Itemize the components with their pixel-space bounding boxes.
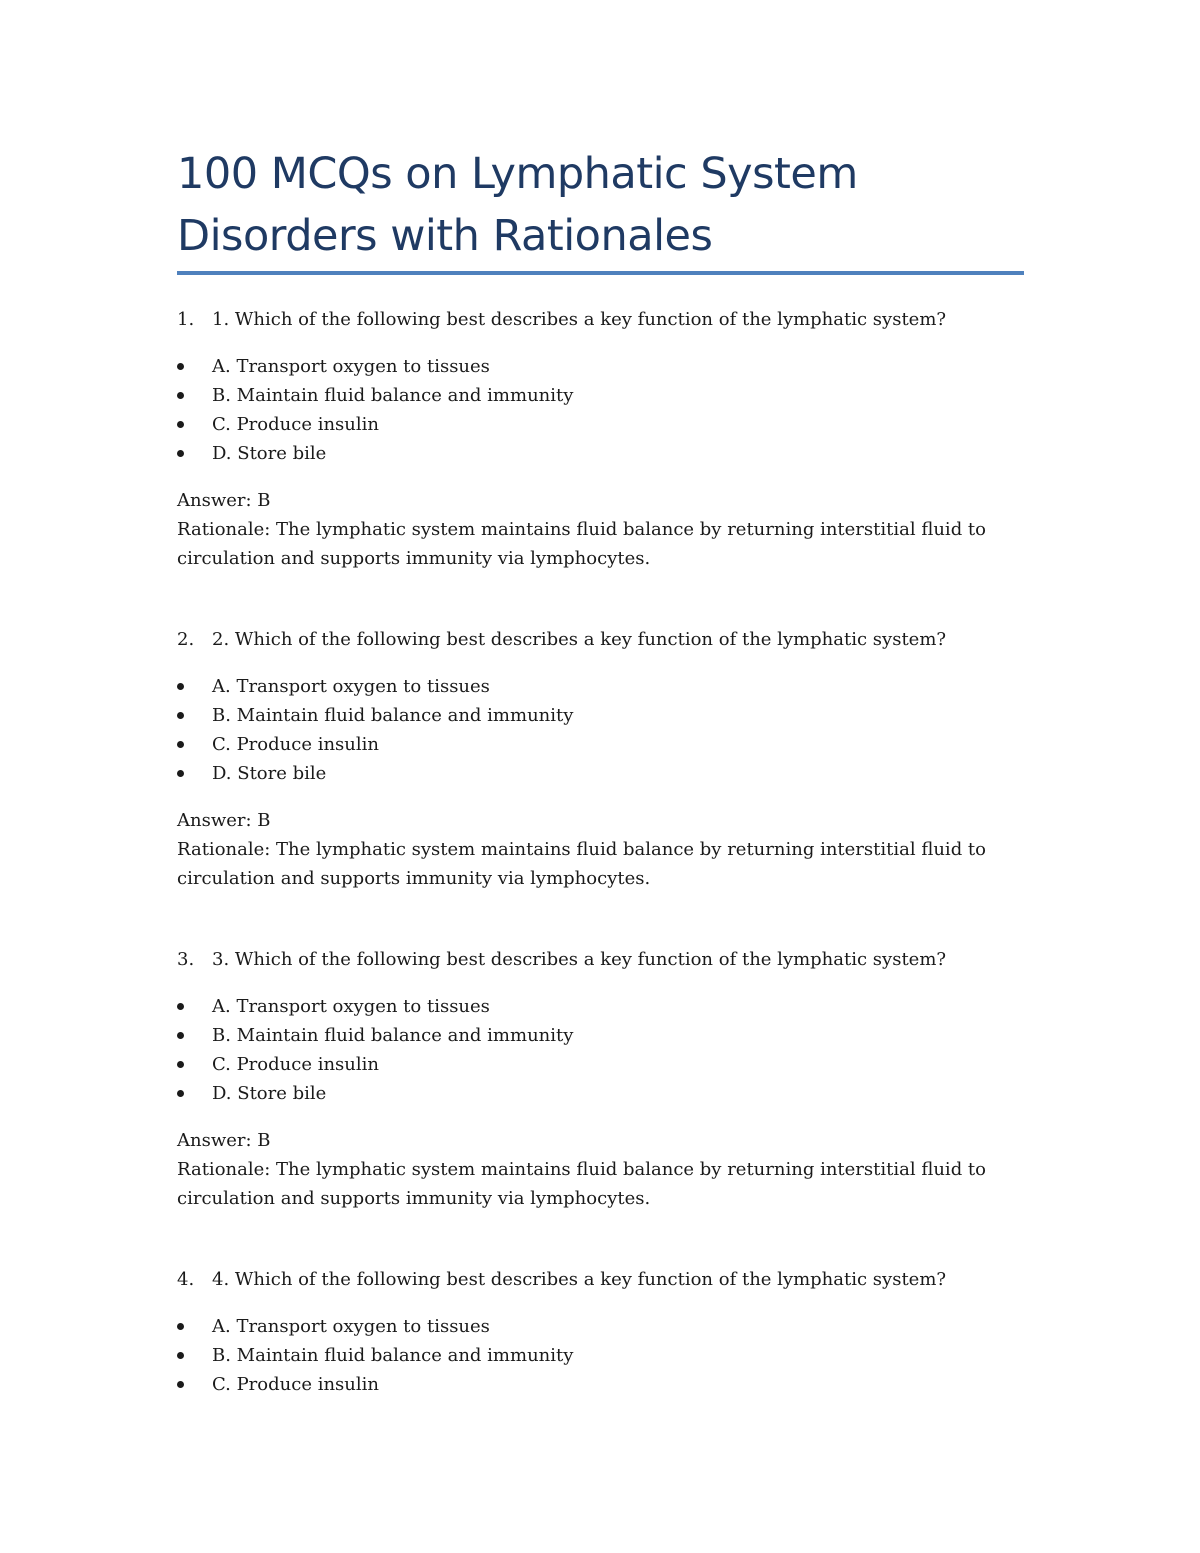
- question-number: 2.: [177, 629, 195, 650]
- rationale-text: Rationale: The lymphatic system maintains fluid balance by returning interstitial fluid to circulation and supports immunity via lymphocytes.: [177, 1159, 987, 1209]
- option-b: [177, 701, 1025, 730]
- title-underline-rule: [177, 271, 1024, 275]
- question-text: 3. Which of the following best describes a key function of the lymphatic system?: [212, 949, 947, 970]
- bullet-icon: [177, 712, 184, 719]
- answer-text: Answer: B: [177, 1130, 271, 1151]
- option-d: [177, 439, 1025, 468]
- option-b: [177, 381, 1025, 410]
- option-d: [177, 759, 1025, 788]
- question-number: 4.: [177, 1269, 195, 1290]
- document-title: 100 MCQs on Lymphatic System Disorders with Rationales: [177, 149, 858, 261]
- question-line: [177, 945, 1025, 975]
- option-list: [177, 352, 1025, 468]
- option-list: [177, 1312, 1025, 1399]
- bullet-icon: [177, 1323, 184, 1330]
- option-text: B. Maintain fluid balance and immunity: [212, 385, 574, 406]
- question-3: [177, 945, 1025, 1213]
- option-a: [177, 352, 1025, 381]
- option-a: [177, 992, 1025, 1021]
- bullet-icon: [177, 1032, 184, 1039]
- option-c: [177, 1370, 1025, 1399]
- rationale-text: Rationale: The lymphatic system maintains fluid balance by returning interstitial fluid to circulation and supports immunity via lymphocytes.: [177, 839, 987, 889]
- option-text: A. Transport oxygen to tissues: [212, 676, 490, 697]
- bullet-icon: [177, 1352, 184, 1359]
- question-line: [177, 1265, 1025, 1295]
- option-a: [177, 1312, 1025, 1341]
- option-text: C. Produce insulin: [212, 1374, 379, 1395]
- bullet-icon: [177, 741, 184, 748]
- bullet-icon: [177, 421, 184, 428]
- bullet-icon: [177, 363, 184, 370]
- option-text: D. Store bile: [212, 1083, 327, 1104]
- question-text: 2. Which of the following best describes a key function of the lymphatic system?: [212, 629, 947, 650]
- option-text: B. Maintain fluid balance and immunity: [212, 1345, 574, 1366]
- option-text: B. Maintain fluid balance and immunity: [212, 1025, 574, 1046]
- bullet-icon: [177, 1090, 184, 1097]
- option-text: B. Maintain fluid balance and immunity: [212, 705, 574, 726]
- option-b: [177, 1021, 1025, 1050]
- question-text: 4. Which of the following best describes a key function of the lymphatic system?: [212, 1269, 947, 1290]
- option-c: [177, 730, 1025, 759]
- option-text: A. Transport oxygen to tissues: [212, 1316, 490, 1337]
- question-4: [177, 1265, 1025, 1399]
- bullet-icon: [177, 392, 184, 399]
- question-number: 1.: [177, 309, 195, 330]
- question-line: [177, 305, 1025, 335]
- bullet-icon: [177, 1061, 184, 1068]
- option-c: [177, 1050, 1025, 1079]
- option-text: C. Produce insulin: [212, 1054, 379, 1075]
- bullet-icon: [177, 770, 184, 777]
- option-text: A. Transport oxygen to tissues: [212, 356, 490, 377]
- question-line: [177, 625, 1025, 655]
- bullet-icon: [177, 1381, 184, 1388]
- question-2: [177, 625, 1025, 893]
- rationale-text: Rationale: The lymphatic system maintains fluid balance by returning interstitial fluid to circulation and supports immunity via lymphocytes.: [177, 519, 987, 569]
- bullet-icon: [177, 1003, 184, 1010]
- bullet-icon: [177, 683, 184, 690]
- option-text: D. Store bile: [212, 763, 327, 784]
- question-number: 3.: [177, 949, 195, 970]
- question-text: 1. Which of the following best describes a key function of the lymphatic system?: [212, 309, 947, 330]
- option-text: A. Transport oxygen to tissues: [212, 996, 490, 1017]
- option-list: [177, 992, 1025, 1108]
- option-d: [177, 1079, 1025, 1108]
- option-list: [177, 672, 1025, 788]
- question-1: [177, 305, 1025, 573]
- option-text: D. Store bile: [212, 443, 327, 464]
- answer-text: Answer: B: [177, 490, 271, 511]
- bullet-icon: [177, 450, 184, 457]
- option-b: [177, 1341, 1025, 1370]
- option-c: [177, 410, 1025, 439]
- option-a: [177, 672, 1025, 701]
- answer-text: Answer: B: [177, 810, 271, 831]
- option-text: C. Produce insulin: [212, 734, 379, 755]
- option-text: C. Produce insulin: [212, 414, 379, 435]
